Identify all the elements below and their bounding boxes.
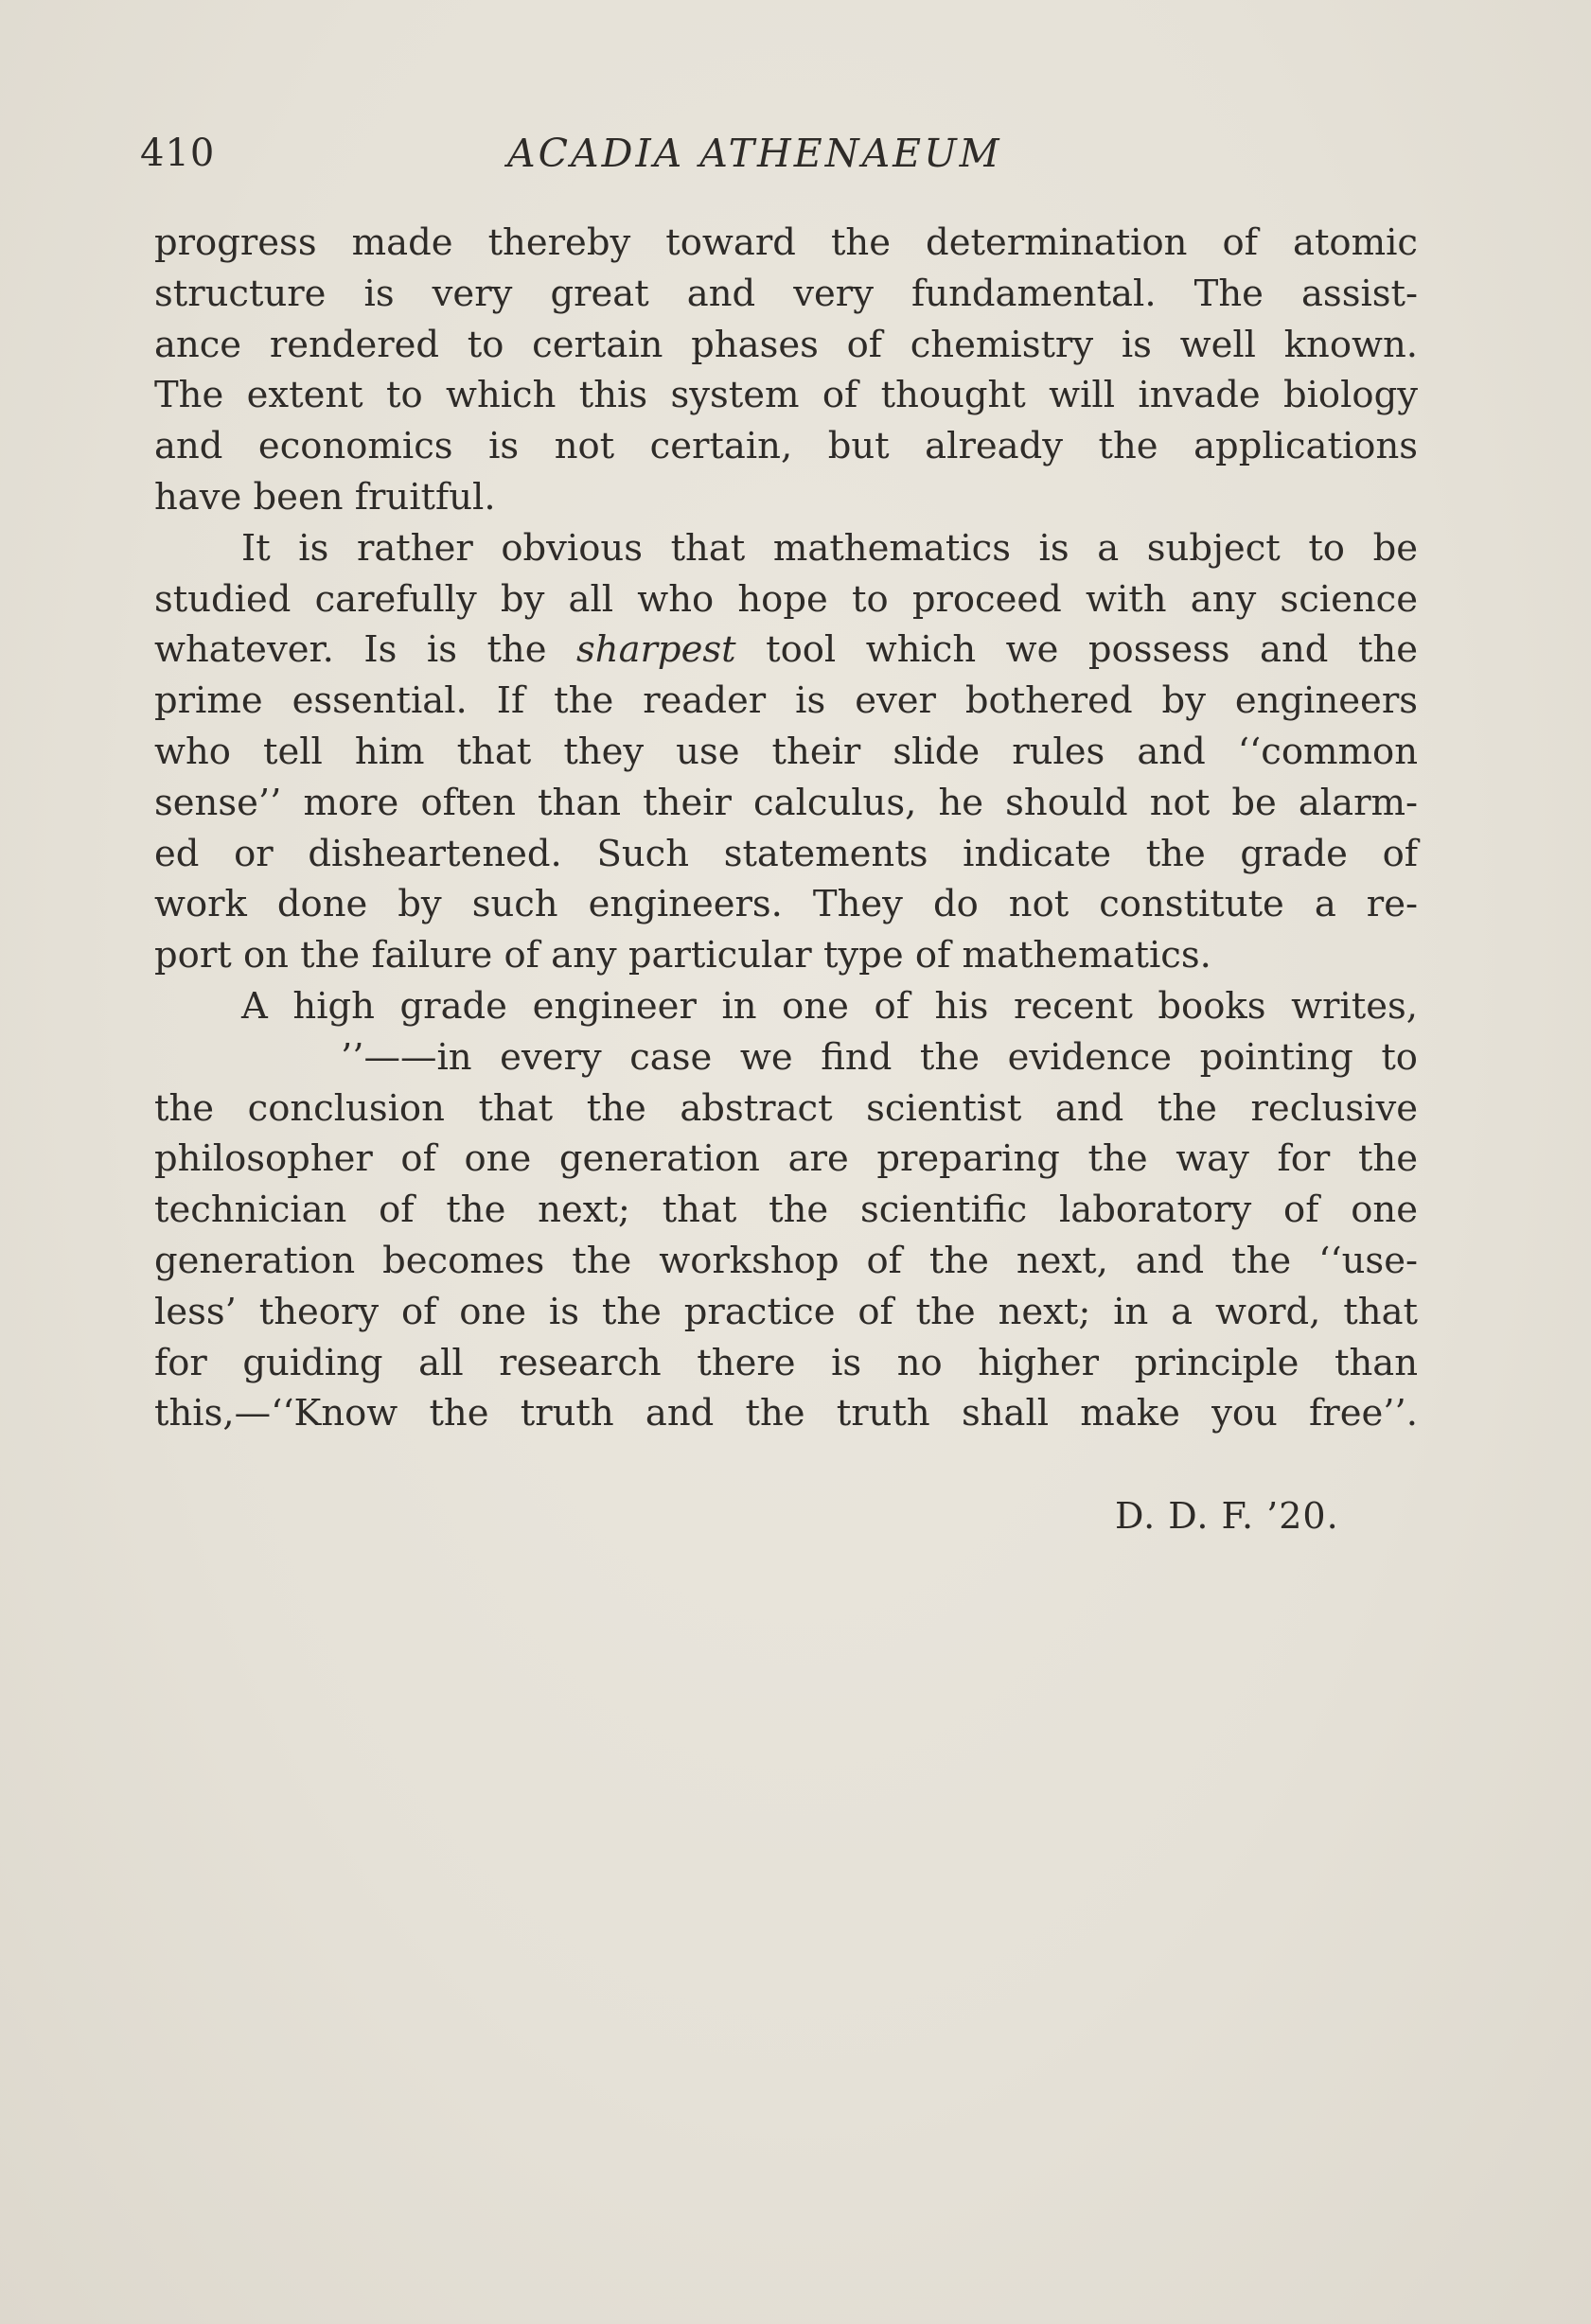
text-line: for guiding all research there is no higher principle than	[154, 1341, 1418, 1384]
text-line: port on the failure of any particular type of mathematics.	[154, 934, 1211, 977]
text-segment: tool which we possess and the	[735, 628, 1418, 672]
text-line: studied carefully by all who hope to proceed with any science	[154, 577, 1418, 621]
text-line: prime essential. If the reader is ever bothered by engineers	[154, 679, 1418, 723]
page-number: 410	[140, 132, 216, 175]
author-signature: D. D. F. ’20.	[1115, 1495, 1339, 1537]
emphasized-word: sharpest	[576, 628, 736, 672]
article-body	[154, 218, 1418, 1439]
text-line: sense’’ more often than their calculus, he should not be alarm-	[154, 781, 1418, 824]
text-line: the conclusion that the abstract scientist and the reclusive	[154, 1086, 1418, 1130]
text-line: generation becomes the workshop of the next, and the ‘‘use-	[154, 1239, 1418, 1282]
text-line: progress made thereby toward the determination of atomic	[154, 221, 1418, 264]
text-line: technician of the next; that the scientific laboratory of one	[154, 1188, 1418, 1232]
running-head: ACADIA ATHENAEUM	[507, 131, 1002, 176]
text-line: work done by such engineers. They do not constitute a re-	[154, 883, 1418, 926]
text-segment: whatever. Is is the	[154, 628, 577, 672]
text-line: less’ theory of one is the practice of the next; in a word, that	[154, 1290, 1418, 1333]
text-line: A high grade engineer in one of his recent books writes,	[241, 984, 1418, 1028]
text-line: this,—‘‘Know the truth and the truth shall make you free’’.	[154, 1392, 1418, 1435]
text-line: philosopher of one generation are preparing the way for the	[154, 1137, 1418, 1181]
text-line: and economics is not certain, but already the applications	[154, 425, 1418, 468]
text-line: who tell him that they use their slide rules and ‘‘common	[154, 730, 1418, 773]
text-line: have been fruitful.	[154, 475, 496, 519]
text-line: ed or disheartened. Such statements indicate the grade of	[154, 832, 1418, 875]
text-line	[154, 625, 1418, 676]
text-line: ance rendered to certain phases of chemistry is well known.	[154, 323, 1418, 366]
text-line: ’’——in every case we find the evidence pointing to	[341, 1035, 1418, 1079]
text-line: It is rather obvious that mathematics is a subject to be	[241, 526, 1418, 570]
text-line: structure is very great and very fundamental. The assist-	[154, 272, 1418, 315]
page-header	[140, 125, 1077, 182]
text-line: The extent to which this system of thought will invade biology	[154, 374, 1418, 417]
